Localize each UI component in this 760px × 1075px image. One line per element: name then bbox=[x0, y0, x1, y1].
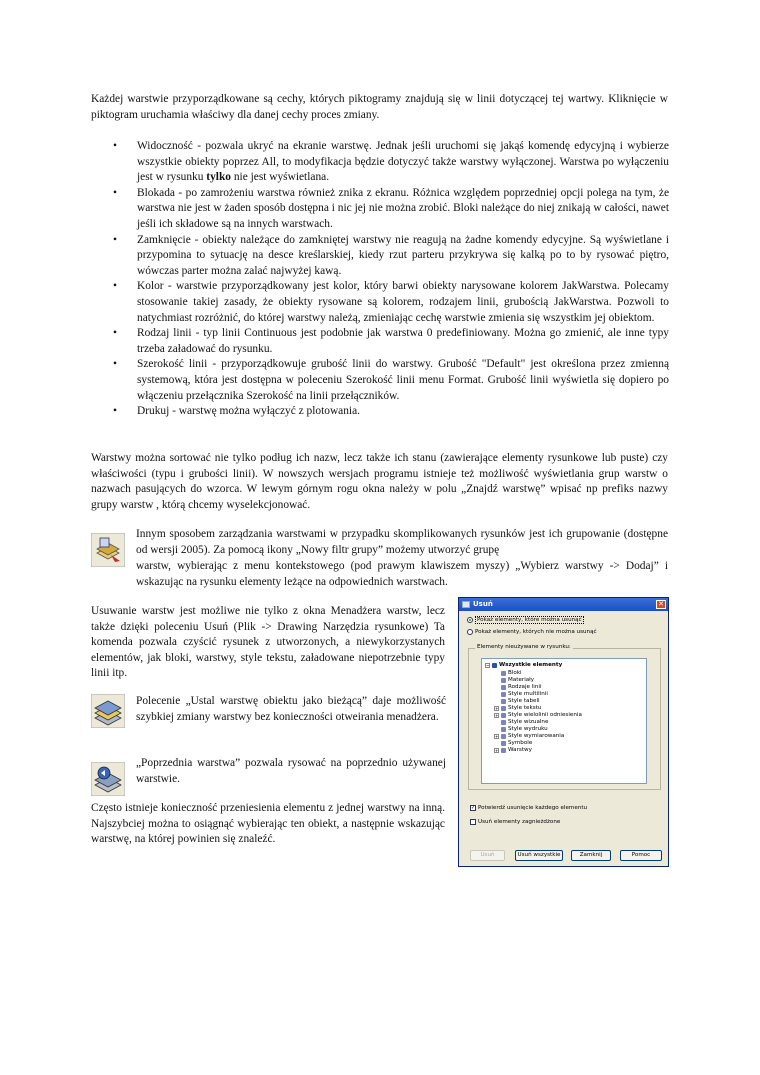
list-item: • Kolor - warstwie przyporządkowany jest kolor, który barwi obiekty narysowane kolorem JakWarstwa. Polecamy stosowanie takiej zasady, że obiekty rysowane są kolorem, rodzajem linii, grubością JakWarstwa. Pozwoli to natychmiast rozróżnić, do której warstwy należą, zmieniając cechę warstwie zmienia się wszystkim jej obiektom. bbox=[113, 280, 669, 324]
purge-paragraph: Usuwanie warstw jest możliwe nie tylko z okna Menadżera warstw, lecz także dzięki poleceniu Usuń (Plik -> Drawing Narzędzia rysunkowe) Ta komenda pozwala czyścić rysunek z utworzonych, a niewykorzystanych elementów, jak bloki, warstwy, style tekstu, załadowane niepotrzebnie typy linii itp. bbox=[91, 605, 445, 680]
dialog-title-bar bbox=[459, 598, 668, 611]
tree-item[interactable]: Style tabeli bbox=[501, 698, 540, 705]
previous-layer-icon bbox=[91, 762, 125, 796]
checkbox-box: ✓ bbox=[471, 805, 476, 811]
list-item: • Widoczność - pozwala ukryć na ekranie warstwę. Jednak jeśli uruchomi się jakąś komendę edycyjną i wybierze wszystkie obiekty poprzez All, to modyfikacja będzie dotyczyć także warstwy wyłączonej. Warstwa po wyłączeniu jest w rysunku tylko nie jest wyświetlana. bbox=[113, 140, 669, 184]
list-item: • Blokada - po zamrożeniu warstwa również znika z ekranu. Różnica względem poprzedniej opcji polega na tym, że warstwa nie jest w żaden sposób dostępna i nic jej nie można zrobić. Bloki należące do niej znikają w całości, nawet jeśli ich składowe są na innych warstwach. bbox=[113, 186, 669, 230]
tree-item[interactable]: + Style tekstu bbox=[495, 705, 542, 711]
tree-item[interactable]: + Warstwy bbox=[495, 747, 532, 753]
tree-item[interactable]: Style multilinii bbox=[501, 691, 548, 698]
move-element-paragraph: Często istnieje konieczność przeniesienia elementu z jednej warstwy na inną. Najszybciej można to osiągnąć wybierając ten obiekt, a następnie wskazując warstwę, na której powinien się znaleźć. bbox=[91, 802, 445, 846]
set-current-layer-icon bbox=[91, 694, 125, 728]
purge-dialog bbox=[458, 597, 669, 867]
radio-circle bbox=[467, 629, 473, 635]
tree-item[interactable]: + Style wielolinii odniesienia bbox=[495, 712, 582, 718]
radio-circle bbox=[467, 617, 473, 623]
confirm-each-checkbox[interactable]: ✓ Potwierdź usunięcie każdego elementu bbox=[471, 805, 588, 811]
tree-item[interactable]: Style wizualne bbox=[501, 719, 548, 726]
items-tree[interactable] bbox=[481, 658, 647, 784]
intro-paragraph: Każdej warstwie przyporządkowane są cechy, których piktogramy znajdują się w linii dotyczącej tej wartwy. Kliknięcie w piktogram uruchamia właściwy dla danej cechy proces zmiany. bbox=[91, 93, 668, 121]
tree-item[interactable]: Materiały bbox=[501, 677, 534, 684]
list-item: • Drukuj - warstwę można wyłączyć z plotowania. bbox=[113, 405, 360, 418]
layer-properties-list bbox=[113, 139, 669, 420]
list-item: • Szerokość linii - przyporządkowuje grubość linii do warstwy. Grubość "Default" jest określona przez zmienną systemową, która jest dostępna w poleceniu Szerokość linii menu Format. Grubość linii wyświetla się dopiero po włączeniu przełącznika Szerokość na linii przełączników. bbox=[113, 358, 669, 402]
checkbox-box bbox=[470, 819, 476, 825]
purge-app-icon bbox=[462, 601, 470, 608]
tree-item[interactable]: Rodzaje linii bbox=[501, 684, 542, 691]
tree-root[interactable]: − Wszystkie elementy bbox=[486, 662, 563, 668]
tree-item[interactable]: + Style wymiarowania bbox=[495, 733, 565, 739]
purge-nested-checkbox[interactable]: Usuń elementy zagnieżdżone bbox=[470, 819, 560, 825]
tree-item[interactable]: Bloki bbox=[501, 670, 522, 677]
list-item: • Zamknięcie - obiekty należące do zamkniętej warstwy nie reagują na żadne komendy edycyjne. Są wyświetlane i przypomina to sytuację na desce kreślarskiej, kiedy rzut parteru przykrywa się kalką po to by rysować piętro, wówczas parter można zalać najwyżej kawą. bbox=[113, 233, 669, 277]
dialog-title: Usuń bbox=[473, 600, 493, 608]
sort-paragraph: Warstwy można sortować nie tylko podług ich nazw, lecz także ich stanu (zawierające elementy rysunkowe lub puste) czy właściwości (typu i grubości linii). W nowszych wersjach programu istnieje też możliwość wyświetlania grup warstw o nazwach pasujących do wzorca. W lewym górnym rogu okna należy w polu „Znajdź warstwę” wpisać np prefiks nazwy grupy warstw , którą chcemy wyselekcjonować. bbox=[91, 452, 668, 511]
close-icon[interactable]: ✕ bbox=[656, 600, 666, 609]
radio-show-non-purgeable[interactable]: Pokaż elementy, których nie można usunąć bbox=[467, 629, 597, 635]
tree-item[interactable]: Style wydruku bbox=[501, 726, 548, 733]
purge-all-button[interactable]: Usuń wszystkie bbox=[515, 850, 563, 861]
close-button[interactable]: Zamknij bbox=[571, 850, 611, 861]
unused-items-group bbox=[468, 644, 661, 790]
purge-button[interactable]: Usuń bbox=[470, 850, 505, 861]
group-label: Elementy nieużywane w rysunku: bbox=[477, 644, 571, 650]
previous-layer-paragraph: „Poprzednia warstwa” pozwala rysować na poprzednio używanej warstwie. bbox=[136, 757, 446, 785]
list-item: • Rodzaj linii - typ linii Continuous jest podobnie jak warstwa 0 predefiniowany. Można go zmienić, ale inne typy trzeba załadować do rysunku. bbox=[113, 327, 669, 355]
help-button[interactable]: Pomoc bbox=[620, 850, 662, 861]
layer-group-filter-icon bbox=[91, 533, 125, 567]
set-current-paragraph: Polecenie „Ustal warstwę obiektu jako bieżącą” daje możliwość szybkiej zmiany warstwy bez konieczności otweirania menadżera. bbox=[136, 695, 446, 723]
radio-show-purgeable[interactable]: Pokaż elementy, które można usunąć bbox=[467, 616, 584, 624]
tree-item[interactable]: Symbole bbox=[501, 740, 532, 747]
group-paragraph-line1: Innym sposobem zarządzania warstwami w przypadku skomplikowanych rysunków jest ich grupowanie (dostępne od wersji 2005). Za pomocą ikony „Nowy filtr grupy” możemy utworzyć grupę bbox=[136, 528, 668, 556]
group-paragraph-rest: warstw, wybierając z menu kontekstowego (pod prawym klawiszem myszy) „Wybierz warstwy -> Dodaj” i wskazując na rysunku elementy leżące na odpowiednich warstwach. bbox=[136, 560, 668, 588]
